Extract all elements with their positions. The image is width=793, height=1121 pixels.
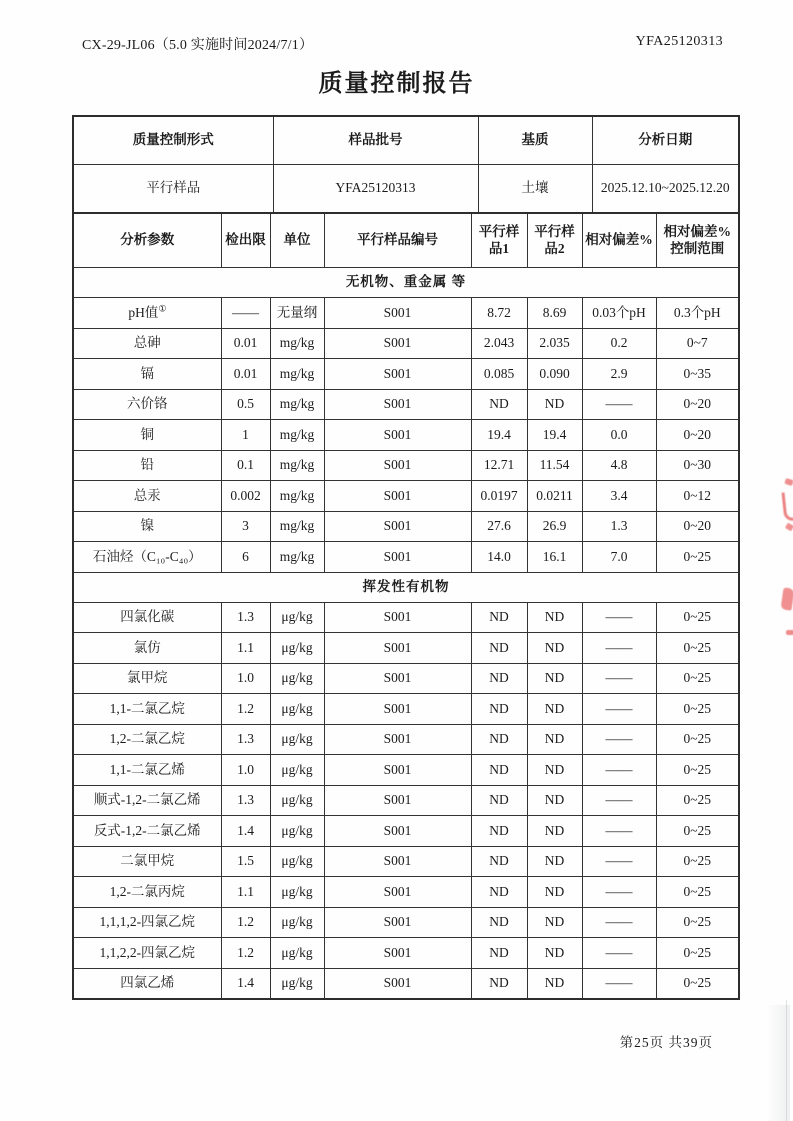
cell-detection-limit: 1.5 [221,846,270,877]
cell-relative-deviation: 0.03个pH [582,298,656,329]
cell-unit: μg/kg [270,816,324,847]
cell-detection-limit: —— [221,298,270,329]
cell-unit: mg/kg [270,481,324,512]
cell-parameter: pH值① [73,298,221,329]
cell-parallel-sample-2: 8.69 [527,298,582,329]
cell-control-range: 0~25 [656,633,739,664]
cell-control-range: 0~20 [656,389,739,420]
table-row [73,846,739,877]
cell-sample-code: S001 [324,816,471,847]
cell-parameter: 四氯化碳 [73,602,221,633]
cell-detection-limit: 1.1 [221,633,270,664]
cell-sample-code: S001 [324,450,471,481]
cell-control-range: 0~25 [656,694,739,725]
table-row [73,938,739,969]
cell-unit: mg/kg [270,420,324,451]
cell-parameter: 1,1,1,2-四氯乙烷 [73,907,221,938]
cell-parallel-sample-2: 19.4 [527,420,582,451]
section-header-row [73,268,739,298]
info-header-row [73,116,739,165]
col-header-parallel-1: 平行样品1 [471,213,527,268]
cell-relative-deviation: —— [582,877,656,908]
cell-control-range: 0~25 [656,755,739,786]
table-row [73,359,739,390]
cell-parameter: 石油烃（C₁₀-C₄₀） [73,542,221,573]
cell-sample-code: S001 [324,694,471,725]
cell-control-range: 0~25 [656,877,739,908]
cell-detection-limit: 0.01 [221,328,270,359]
cell-sample-code: S001 [324,968,471,999]
cell-detection-limit: 1.2 [221,907,270,938]
document-code: CX-29-JL06（5.0 实施时间2024/7/1） [82,38,314,53]
cell-detection-limit: 3 [221,511,270,542]
cell-parallel-sample-1: ND [471,816,527,847]
cell-sample-code: S001 [324,755,471,786]
page-number: 第25页 共39页 [619,1035,713,1050]
cell-parallel-sample-1: 0.0197 [471,481,527,512]
cell-parameter: 镍 [73,511,221,542]
red-stamp-fragment [782,491,793,521]
table-row [73,298,739,329]
cell-parallel-sample-2: ND [527,755,582,786]
cell-parallel-sample-1: ND [471,907,527,938]
cell-parallel-sample-1: ND [471,785,527,816]
cell-unit: μg/kg [270,602,324,633]
cell-parameter: 总砷 [73,328,221,359]
cell-unit: mg/kg [270,328,324,359]
cell-parameter: 铅 [73,450,221,481]
cell-parameter: 氯甲烷 [73,663,221,694]
cell-parallel-sample-2: ND [527,389,582,420]
cell-parallel-sample-1: ND [471,938,527,969]
cell-parameter: 1,1,2,2-四氯乙烷 [73,938,221,969]
cell-relative-deviation: —— [582,694,656,725]
cell-detection-limit: 1.3 [221,724,270,755]
cell-sample-code: S001 [324,633,471,664]
cell-detection-limit: 1.1 [221,877,270,908]
col-header-parameter: 分析参数 [73,213,221,268]
cell-sample-code: S001 [324,328,471,359]
cell-parallel-sample-1: ND [471,877,527,908]
cell-parallel-sample-2: 0.090 [527,359,582,390]
cell-parallel-sample-2: ND [527,877,582,908]
col-header-relative-deviation: 相对偏差% [582,213,656,268]
cell-relative-deviation: —— [582,968,656,999]
cell-detection-limit: 0.5 [221,389,270,420]
section-title: 挥发性有机物 [73,572,739,602]
cell-parameter: 顺式-1,2-二氯乙烯 [73,785,221,816]
cell-control-range: 0~25 [656,724,739,755]
col-header-parallel-2: 平行样品2 [527,213,582,268]
col-header-sample-code: 平行样品编号 [324,213,471,268]
cell-relative-deviation: 0.0 [582,420,656,451]
table-row [73,542,739,573]
cell-relative-deviation: 0.2 [582,328,656,359]
cell-parameter: 氯仿 [73,633,221,664]
cell-detection-limit: 1.3 [221,602,270,633]
cell-unit: μg/kg [270,877,324,908]
cell-parallel-sample-2: ND [527,846,582,877]
cell-sample-code: S001 [324,359,471,390]
cell-control-range: 0~20 [656,420,739,451]
cell-sample-code: S001 [324,511,471,542]
cell-control-range: 0~25 [656,785,739,816]
table-row [73,450,739,481]
cell-parallel-sample-1: 2.043 [471,328,527,359]
cell-control-range: 0~20 [656,511,739,542]
cell-detection-limit: 1.3 [221,785,270,816]
cell-parallel-sample-2: ND [527,816,582,847]
cell-sample-code: S001 [324,420,471,451]
cell-relative-deviation: —— [582,846,656,877]
table-row [73,968,739,999]
table-row [73,602,739,633]
cell-control-range: 0~25 [656,663,739,694]
cell-relative-deviation: 2.9 [582,359,656,390]
cell-control-range: 0~25 [656,602,739,633]
cell-relative-deviation: —— [582,663,656,694]
col-header-detection-limit: 检出限 [221,213,270,268]
cell-relative-deviation: —— [582,816,656,847]
cell-sample-code: S001 [324,724,471,755]
cell-parallel-sample-2: ND [527,633,582,664]
table-row [73,755,739,786]
cell-parallel-sample-1: ND [471,724,527,755]
info-date-range: 2025.12.10~2025.12.20 [592,165,739,214]
table-row [73,633,739,664]
cell-parallel-sample-1: ND [471,694,527,725]
cell-parallel-sample-1: ND [471,846,527,877]
cell-unit: mg/kg [270,389,324,420]
cell-parameter: 四氯乙烯 [73,968,221,999]
cell-unit: 无量纲 [270,298,324,329]
cell-sample-code: S001 [324,542,471,573]
cell-unit: mg/kg [270,511,324,542]
cell-unit: μg/kg [270,785,324,816]
cell-parallel-sample-1: 19.4 [471,420,527,451]
cell-relative-deviation: —— [582,785,656,816]
red-stamp-fragment [786,630,793,635]
results-header-row [73,213,739,268]
results-tbody [73,268,739,1000]
cell-sample-code: S001 [324,481,471,512]
cell-unit: μg/kg [270,968,324,999]
table-row [73,328,739,359]
cell-parallel-sample-2: 11.54 [527,450,582,481]
footnote-marker: ① [158,303,167,314]
info-matrix: 土壤 [478,165,592,214]
info-batch: YFA25120313 [273,165,478,214]
cell-parallel-sample-1: ND [471,755,527,786]
info-header-batch: 样品批号 [273,116,478,165]
cell-relative-deviation: —— [582,907,656,938]
col-header-unit: 单位 [270,213,324,268]
report-tables [72,115,738,1000]
cell-relative-deviation: —— [582,755,656,786]
cell-parallel-sample-2: ND [527,724,582,755]
cell-unit: μg/kg [270,846,324,877]
cell-control-range: 0~25 [656,846,739,877]
report-number: YFA25120313 [635,34,723,49]
cell-parallel-sample-1: 14.0 [471,542,527,573]
cell-parallel-sample-2: ND [527,694,582,725]
section-title: 无机物、重金属 等 [73,268,739,298]
cell-detection-limit: 6 [221,542,270,573]
table-row [73,877,739,908]
cell-unit: μg/kg [270,755,324,786]
cell-parallel-sample-2: 26.9 [527,511,582,542]
cell-parallel-sample-2: ND [527,938,582,969]
page-title: 质量控制报告 [318,71,475,97]
cell-unit: μg/kg [270,938,324,969]
cell-parallel-sample-1: 8.72 [471,298,527,329]
cell-sample-code: S001 [324,298,471,329]
cell-sample-code: S001 [324,602,471,633]
cell-control-range: 0~30 [656,450,739,481]
cell-detection-limit: 1.4 [221,968,270,999]
scan-page-edge [766,1005,790,1121]
cell-parameter: 六价铬 [73,389,221,420]
info-value-row [73,165,739,214]
document-header [82,34,723,54]
cell-parallel-sample-2: 0.0211 [527,481,582,512]
red-stamp-fragment [784,478,793,486]
cell-sample-code: S001 [324,663,471,694]
info-header-date: 分析日期 [592,116,739,165]
cell-relative-deviation: —— [582,724,656,755]
cell-control-range: 0~25 [656,542,739,573]
cell-relative-deviation: —— [582,938,656,969]
red-stamp-fragment [781,587,793,610]
cell-relative-deviation: —— [582,633,656,664]
cell-detection-limit: 1.2 [221,938,270,969]
table-row [73,663,739,694]
cell-parameter: 二氯甲烷 [73,846,221,877]
section-header-row [73,572,739,602]
cell-control-range: 0~25 [656,816,739,847]
cell-parallel-sample-1: ND [471,968,527,999]
info-header-matrix: 基质 [478,116,592,165]
cell-parallel-sample-1: ND [471,602,527,633]
cell-parallel-sample-1: 0.085 [471,359,527,390]
cell-unit: mg/kg [270,359,324,390]
cell-detection-limit: 1.0 [221,755,270,786]
cell-parameter: 铜 [73,420,221,451]
table-row [73,907,739,938]
cell-sample-code: S001 [324,846,471,877]
cell-control-range: 0.3个pH [656,298,739,329]
cell-parameter: 1,1-二氯乙烷 [73,694,221,725]
cell-relative-deviation: 3.4 [582,481,656,512]
table-row [73,481,739,512]
cell-unit: μg/kg [270,724,324,755]
cell-parameter: 1,2-二氯丙烷 [73,877,221,908]
cell-control-range: 0~25 [656,938,739,969]
scan-page-edge-line [786,1000,787,1121]
cell-control-range: 0~7 [656,328,739,359]
cell-control-range: 0~12 [656,481,739,512]
cell-detection-limit: 0.1 [221,450,270,481]
cell-parallel-sample-1: 12.71 [471,450,527,481]
table-row [73,694,739,725]
cell-parallel-sample-2: ND [527,785,582,816]
cell-parameter: 反式-1,2-二氯乙烯 [73,816,221,847]
table-row [73,511,739,542]
cell-relative-deviation: 4.8 [582,450,656,481]
table-row [73,420,739,451]
cell-sample-code: S001 [324,785,471,816]
cell-parallel-sample-2: 16.1 [527,542,582,573]
table-row [73,724,739,755]
cell-parameter: 总汞 [73,481,221,512]
cell-unit: μg/kg [270,663,324,694]
col-header-control-range: 相对偏差% 控制范围 [656,213,739,268]
cell-parallel-sample-1: ND [471,663,527,694]
red-stamp-fragment [785,523,793,532]
cell-detection-limit: 0.01 [221,359,270,390]
cell-parallel-sample-1: 27.6 [471,511,527,542]
cell-unit: μg/kg [270,907,324,938]
cell-control-range: 0~35 [656,359,739,390]
info-qc-form: 平行样品 [73,165,273,214]
cell-sample-code: S001 [324,389,471,420]
info-header-qc-form: 质量控制形式 [73,116,273,165]
cell-unit: μg/kg [270,694,324,725]
cell-parameter: 1,2-二氯乙烷 [73,724,221,755]
cell-parallel-sample-2: ND [527,907,582,938]
cell-parallel-sample-2: 2.035 [527,328,582,359]
cell-detection-limit: 1.0 [221,663,270,694]
table-row [73,816,739,847]
cell-detection-limit: 1.2 [221,694,270,725]
qc-info-table [72,115,740,214]
cell-relative-deviation: —— [582,389,656,420]
cell-control-range: 0~25 [656,907,739,938]
cell-parallel-sample-2: ND [527,663,582,694]
cell-relative-deviation: 7.0 [582,542,656,573]
cell-detection-limit: 1 [221,420,270,451]
cell-detection-limit: 1.4 [221,816,270,847]
cell-unit: mg/kg [270,450,324,481]
cell-parameter: 镉 [73,359,221,390]
cell-parallel-sample-2: ND [527,602,582,633]
cell-relative-deviation: —— [582,602,656,633]
table-row [73,389,739,420]
table-row [73,785,739,816]
cell-sample-code: S001 [324,938,471,969]
cell-parallel-sample-2: ND [527,968,582,999]
qc-results-table [72,212,740,1000]
cell-unit: mg/kg [270,542,324,573]
cell-unit: μg/kg [270,633,324,664]
cell-control-range: 0~25 [656,968,739,999]
cell-sample-code: S001 [324,877,471,908]
cell-parameter: 1,1-二氯乙烯 [73,755,221,786]
cell-parallel-sample-1: ND [471,389,527,420]
cell-detection-limit: 0.002 [221,481,270,512]
cell-sample-code: S001 [324,907,471,938]
cell-relative-deviation: 1.3 [582,511,656,542]
cell-parallel-sample-1: ND [471,633,527,664]
